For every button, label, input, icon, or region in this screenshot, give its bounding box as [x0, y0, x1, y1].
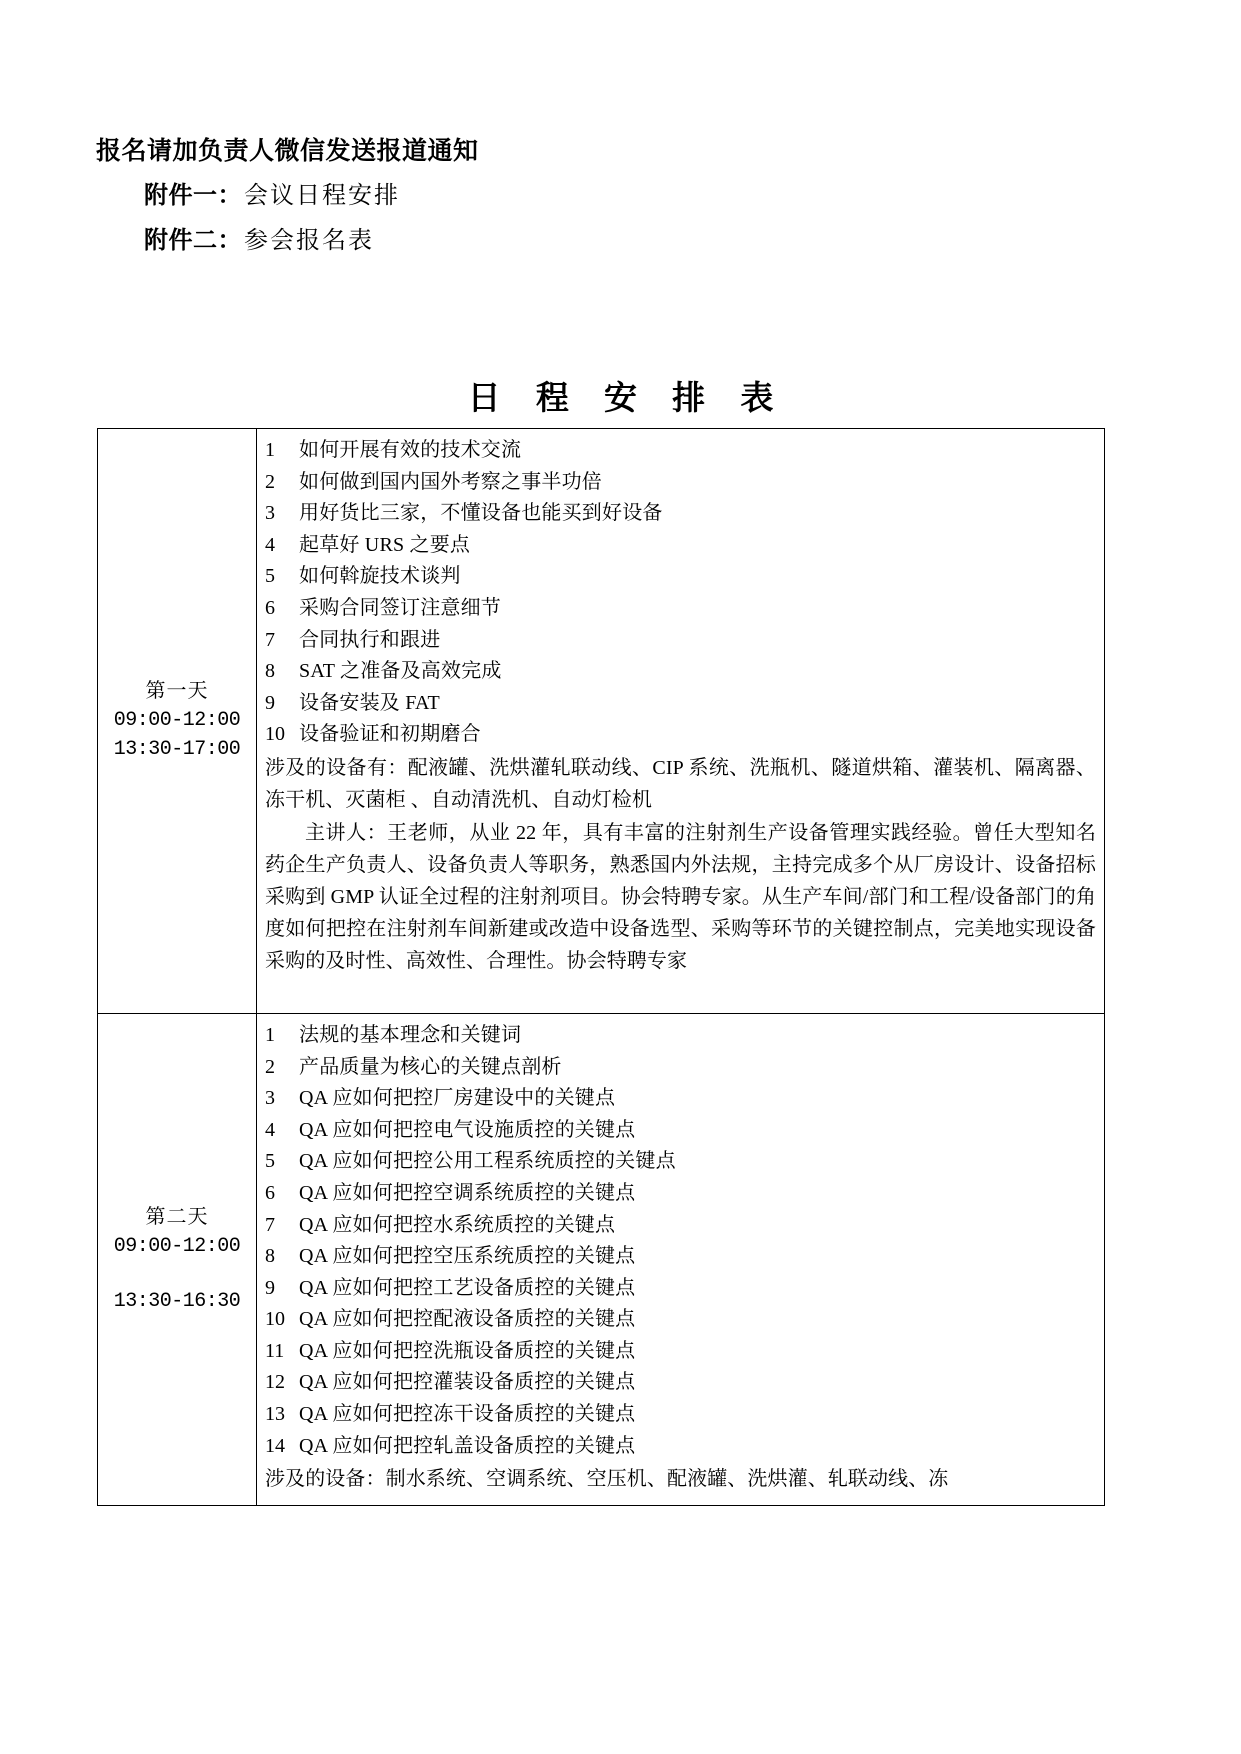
topic-number: 2: [265, 1055, 275, 1078]
topic-number: 3: [265, 1087, 275, 1110]
topic-number: 13: [265, 1403, 285, 1426]
topic-text: 法规的基本理念和关键词: [299, 1023, 522, 1046]
day-time-1-morning: 09:00-12:00: [113, 709, 241, 733]
equipment-paragraph-day1: 涉及的设备有：配液罐、洗烘灌轧联动线、CIP 系统、洗瓶机、隧道烘箱、灌装机、隔离器、冻干机、灭菌柜 、自动清洗机、自动灯检机: [265, 756, 1096, 811]
topic-item: [265, 1304, 1096, 1336]
topic-item: [265, 1336, 1096, 1368]
topic-number: 9: [265, 1276, 275, 1299]
topic-number: 3: [265, 502, 275, 525]
attachment-label-2: 附件二：: [144, 228, 242, 255]
topic-item: [265, 593, 1096, 625]
topic-text: QA 应如何把控厂房建设中的关键点: [299, 1087, 616, 1110]
topic-item: [265, 1367, 1096, 1399]
topic-item: [265, 1399, 1096, 1431]
topic-text: QA 应如何把控灌装设备质控的关键点: [299, 1371, 636, 1394]
topic-item: [265, 656, 1096, 688]
topic-number: 8: [265, 1245, 275, 1268]
topic-text: 如何开展有效的技术交流: [299, 439, 522, 461]
topic-text: QA 应如何把控电气设施质控的关键点: [299, 1118, 636, 1141]
attachment-value-1: 会议日程安排: [244, 183, 400, 210]
table-row: [98, 429, 1105, 1014]
attachment-value-2: 参会报名表: [244, 228, 374, 255]
topic-number: 7: [265, 628, 275, 651]
topic-text: 如何做到国内国外考察之事半功倍: [299, 470, 602, 493]
topic-item: [265, 1083, 1096, 1115]
topic-item: [265, 1273, 1096, 1305]
topic-number: 1: [265, 439, 275, 461]
topic-text: QA 应如何把控空调系统质控的关键点: [299, 1181, 636, 1204]
topic-item: [265, 1146, 1096, 1178]
topic-item: [265, 467, 1096, 499]
topic-item: [265, 1241, 1096, 1273]
topic-number: 10: [265, 723, 285, 746]
schedule-title: 日 程 安 排 表: [467, 379, 787, 416]
day-cell-2: [98, 1013, 257, 1505]
topic-number: 8: [265, 660, 275, 683]
topic-text: 设备安装及 FAT: [299, 691, 440, 714]
topic-text: 采购合同签订注意细节: [299, 596, 501, 619]
topic-number: 6: [265, 596, 275, 619]
topic-text: 用好货比三家，不懂设备也能买到好设备: [299, 502, 663, 525]
topic-item: [265, 1115, 1096, 1147]
topic-number: 9: [265, 691, 275, 714]
attachment-line-2: [96, 226, 1146, 257]
topic-item: [265, 498, 1096, 530]
topic-item: [265, 1178, 1096, 1210]
notice-title: 报名请加负责人微信发送报道通知: [96, 138, 479, 165]
cell-bottom-spacer: [265, 977, 1096, 1003]
topic-number: 5: [265, 1150, 275, 1173]
topic-item: [265, 1431, 1096, 1463]
day-time-2-afternoon: 13:30-16:30: [113, 1290, 241, 1314]
topic-item: [265, 719, 1096, 751]
topic-text: 设备验证和初期磨合: [299, 723, 481, 746]
topic-text: QA 应如何把控洗瓶设备质控的关键点: [299, 1339, 636, 1362]
topic-number: 1: [265, 1023, 275, 1046]
topic-text: QA 应如何把控轧盖设备质控的关键点: [299, 1434, 636, 1457]
topic-number: 4: [265, 533, 275, 556]
topic-number: 4: [265, 1118, 275, 1141]
topic-text: QA 应如何把控空压系统质控的关键点: [299, 1245, 636, 1268]
content-cell-1: [257, 429, 1105, 1014]
schedule-table: [97, 428, 1105, 1506]
topic-item: [265, 561, 1096, 593]
topic-text: QA 应如何把控冻干设备质控的关键点: [299, 1403, 636, 1426]
topic-text: QA 应如何把控配液设备质控的关键点: [299, 1308, 636, 1331]
day-cell-1: [98, 429, 257, 1014]
topic-text: QA 应如何把控工艺设备质控的关键点: [299, 1276, 636, 1299]
topic-text: 产品质量为核心的关键点剖析: [299, 1055, 562, 1078]
topic-number: 12: [265, 1371, 285, 1394]
day-name-2: 第二天: [145, 1206, 209, 1229]
topic-text: 起草好 URS 之要点: [299, 533, 471, 556]
attachment-label-1: 附件一：: [144, 183, 242, 210]
day-time-1-afternoon: 13:30-17:00: [113, 738, 241, 762]
day-time-2-morning: 09:00-12:00: [113, 1235, 241, 1259]
topic-text: 如何斡旋技术谈判: [299, 565, 461, 588]
topic-number: 5: [265, 565, 275, 588]
topic-item: [265, 1210, 1096, 1242]
topic-number: 7: [265, 1213, 275, 1236]
table-row: [98, 1013, 1105, 1505]
topic-item: [265, 530, 1096, 562]
topic-number: 11: [265, 1339, 285, 1362]
content-cell-2: [257, 1013, 1105, 1505]
topic-number: 14: [265, 1434, 285, 1457]
topic-number: 6: [265, 1181, 275, 1204]
topic-item: [265, 1020, 1096, 1052]
equipment-paragraph-day2: 涉及的设备：制水系统、空调系统、空压机、配液罐、洗烘灌、轧联动线、冻: [265, 1468, 949, 1491]
topic-number: 2: [265, 470, 275, 493]
attachment-line-1: [96, 181, 1146, 212]
notice-block: [96, 136, 1146, 258]
topic-item: [265, 688, 1096, 720]
topic-text: QA 应如何把控公用工程系统质控的关键点: [299, 1150, 676, 1173]
topic-item: [265, 435, 1096, 467]
topic-item: [265, 1052, 1096, 1084]
day-name-1: 第一天: [145, 680, 209, 703]
topic-text: QA 应如何把控水系统质控的关键点: [299, 1213, 616, 1236]
topic-item: [265, 625, 1096, 657]
topic-text: 合同执行和跟进: [299, 628, 441, 651]
topic-number: 10: [265, 1308, 285, 1331]
topic-text: SAT 之准备及高效完成: [299, 660, 502, 683]
speaker-paragraph-day1: 主讲人：王老师，从业 22 年，具有丰富的注射剂生产设备管理实践经验。曾任大型知名药企生产负责人、设备负责人等职务，熟悉国内外法规，主持完成多个从厂房设计、设备招标采购到 GMP 认证全过程的注射剂项目。协会特聘专家。从生产车间/部门和工程/设备部门的角度如何把控在注射剂车间新建或改造中设备选型、采购等环节的关键控制点，完美地实现设备采购的及时性、高效性、合理性。协会特聘专家: [265, 821, 1096, 972]
